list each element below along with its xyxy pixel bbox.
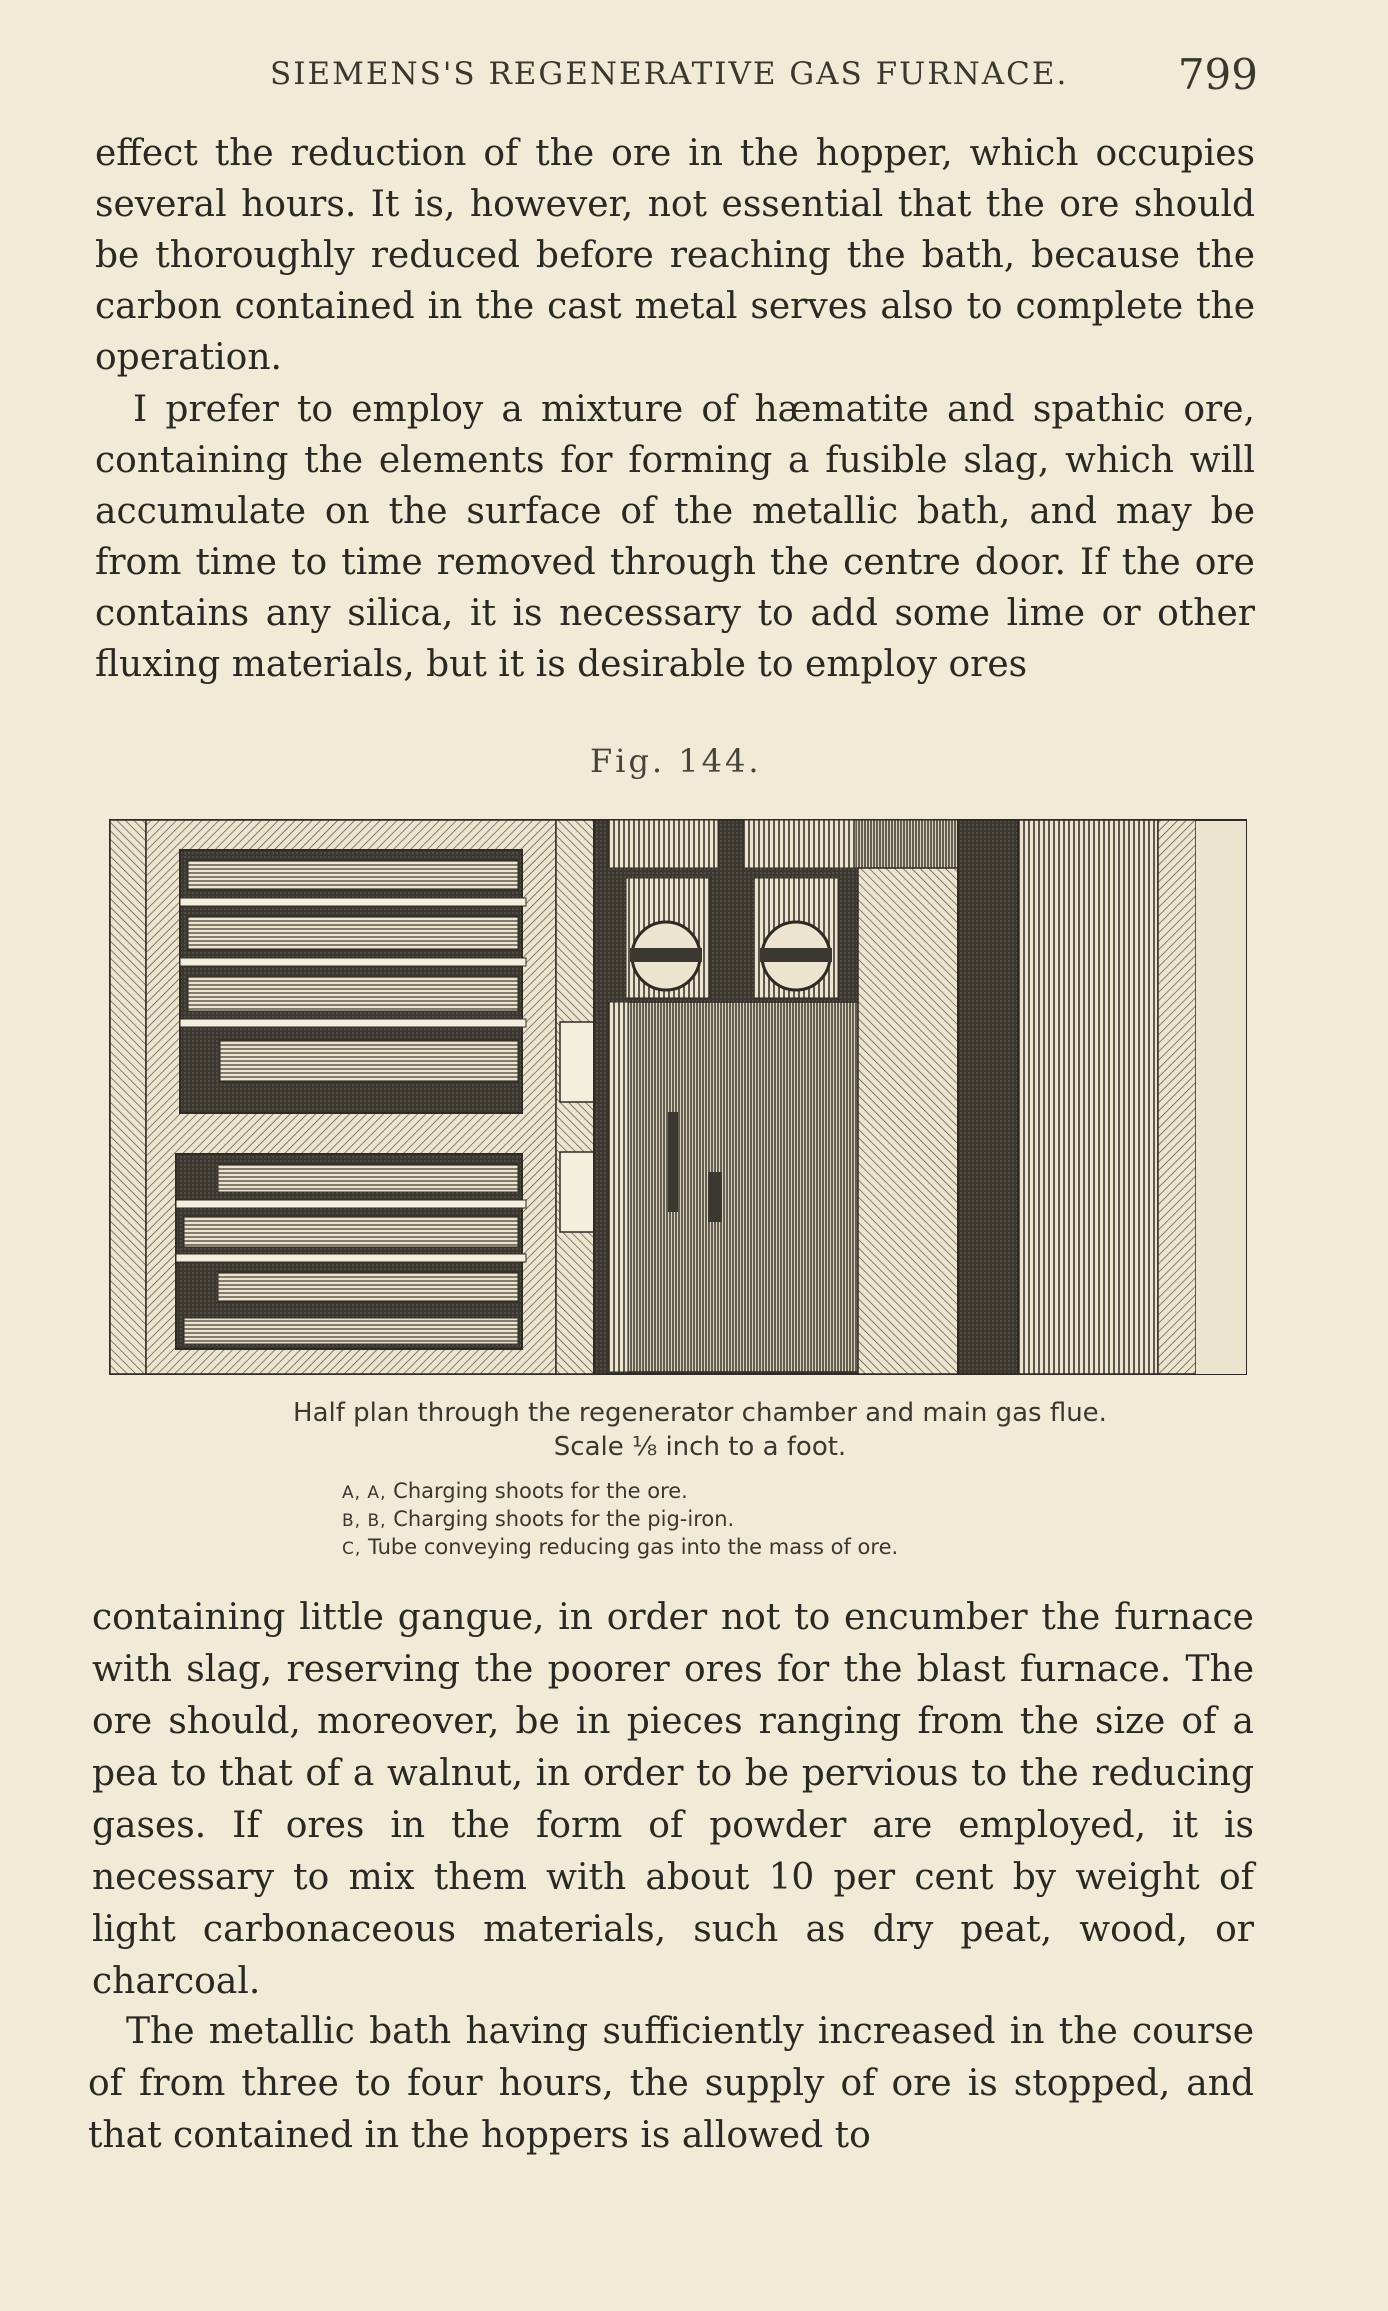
legend-key: B, B, <box>342 1511 387 1531</box>
engraving-illustration <box>108 812 1248 1380</box>
paragraph-continued <box>95 128 1255 383</box>
page-number: 799 <box>1177 50 1258 99</box>
figure-legend <box>342 1478 898 1562</box>
legend-text: Charging shoots for the ore. <box>393 1479 688 1503</box>
legend-text: Charging shoots for the pig-iron. <box>393 1507 735 1531</box>
paragraph-text: containing little gangue, in order not to encumber the furnace with slag, reserving the poorer ores for the blast furnace. The ore should, moreover, be in pieces ranging from the size of a pea to that of a walnut, in order to be pervious to the reducing gases. If ores in the form of powder are employed, it is necessary to mix them with about 10 per cent by weight of light carbonaceous materials, such as dry peat, wood, or charcoal. <box>92 1597 1254 2002</box>
paragraph-metallic-bath <box>88 2006 1254 2162</box>
legend-key: A, A, <box>342 1483 387 1503</box>
legend-item <box>342 1534 898 1562</box>
paragraph-text: I prefer to employ a mixture of hæmatite and spathic ore, containing the elements for forming a fusible slag, which will accumulate on the surface of the metallic bath, and may be from time to time removed through the centre door. If the ore contains any silica, it is necessary to add some lime or other fluxing materials, but it is desirable to employ ores <box>95 389 1255 685</box>
legend-text: Tube conveying reducing gas into the mass of ore. <box>367 1535 899 1559</box>
paragraph-ore-mixture <box>95 384 1255 690</box>
running-head: SIEMENS'S REGENERATIVE GAS FURNACE. <box>270 56 1069 92</box>
paragraph-gangue <box>92 1592 1254 2008</box>
legend-item <box>342 1506 898 1534</box>
figure-scale: Scale ⅛ inch to a foot. <box>553 1432 847 1462</box>
figure-label: Fig. 144. <box>590 742 762 780</box>
figure-caption: Half plan through the regenerator chamber and main gas flue. <box>293 1398 1107 1428</box>
legend-key: C, <box>342 1539 362 1559</box>
paragraph-text: effect the reduction of the ore in the hopper, which occupies several hours. It is, however, not essential that the ore should be thoroughly reduced before reaching the bath, because the carbon contained in the cast metal serves also to complete the operation. <box>95 133 1255 378</box>
paragraph-text: The metallic bath having sufficiently increased in the course of from three to four hours, the supply of ore is stopped, and that contained in the hoppers is allowed to <box>88 2011 1254 2156</box>
legend-item <box>342 1478 898 1506</box>
furnace-plan-engraving <box>108 812 1248 1380</box>
